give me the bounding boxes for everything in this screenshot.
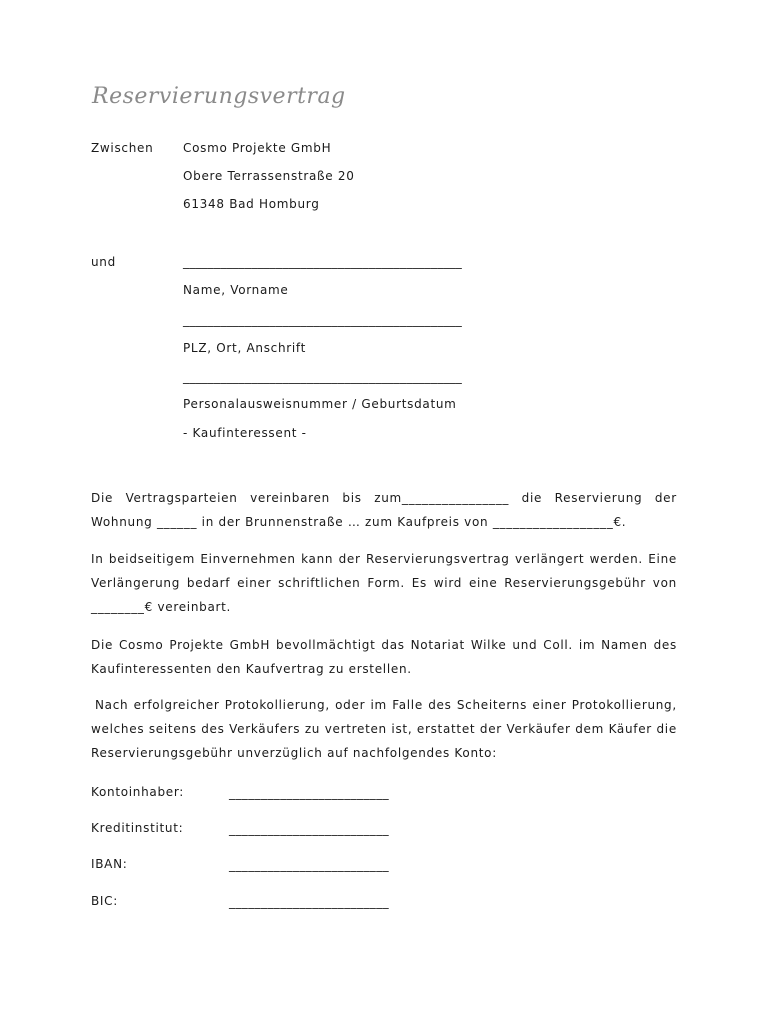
word: zu bbox=[304, 722, 321, 736]
party-b-label: und bbox=[91, 255, 116, 269]
word: im bbox=[370, 698, 387, 712]
word: eine bbox=[468, 576, 498, 590]
word: Nach bbox=[95, 698, 129, 712]
word: Reservierung bbox=[554, 491, 643, 505]
word: bevollmächtigt bbox=[275, 638, 376, 652]
party-b-address-caption: PLZ, Ort, Anschrift bbox=[183, 341, 307, 355]
word: seitens bbox=[148, 722, 197, 736]
word: Reservierungsgebühr bbox=[504, 576, 646, 590]
account-holder-blank[interactable]: _________________________ bbox=[229, 786, 389, 800]
word: erstattet bbox=[416, 722, 476, 736]
paragraph-line: Kaufinteressenten den Kaufvertrag zu erstellen. bbox=[91, 662, 412, 676]
word: wird bbox=[433, 576, 463, 590]
word: vereinbaren bbox=[250, 491, 330, 505]
word: vertreten bbox=[324, 722, 387, 736]
word: Protokollierung, bbox=[571, 698, 677, 712]
word: Die bbox=[91, 638, 114, 652]
word: Cosmo bbox=[118, 638, 164, 652]
word: welches bbox=[91, 722, 145, 736]
word: Form. bbox=[367, 576, 405, 590]
paragraph-line: Wohnung ______ in der Brunnenstraße … zum Kaufpreis von __________________€. bbox=[91, 515, 627, 529]
fee-blank-line[interactable]: ________€ vereinbart. bbox=[91, 600, 232, 614]
word: Wilke bbox=[470, 638, 507, 652]
word: Namen bbox=[601, 638, 648, 652]
party-a-city: 61348 Bad Homburg bbox=[183, 197, 320, 211]
paragraph-line bbox=[91, 637, 677, 653]
word: der bbox=[654, 491, 677, 505]
word: und bbox=[512, 638, 538, 652]
word: werden. bbox=[589, 552, 643, 566]
word: Notariat bbox=[410, 638, 465, 652]
word: einer bbox=[237, 576, 272, 590]
word: verlängert bbox=[514, 552, 585, 566]
bank-institution-label: Kreditinstitut: bbox=[91, 821, 184, 835]
word: im bbox=[578, 638, 596, 652]
party-a-label: Zwischen bbox=[91, 141, 154, 155]
date-blank[interactable]: zum________________ bbox=[374, 491, 510, 505]
word: Verkäufers bbox=[229, 722, 301, 736]
paragraph-reservation bbox=[91, 490, 677, 530]
word: GmbH bbox=[229, 638, 271, 652]
word: die bbox=[521, 491, 543, 505]
word: Reservierungsvertrag bbox=[365, 552, 510, 566]
account-holder-label: Kontoinhaber: bbox=[91, 785, 185, 799]
paragraph-line bbox=[91, 490, 677, 506]
iban-label: IBAN: bbox=[91, 857, 128, 871]
paragraph-extension bbox=[91, 551, 677, 615]
word: Projekte bbox=[169, 638, 224, 652]
word: kann bbox=[301, 552, 334, 566]
word: Protokollierung, bbox=[224, 698, 330, 712]
word: beidseitigem bbox=[108, 552, 195, 566]
document-title: Reservierungsvertrag bbox=[92, 84, 346, 109]
word: oder bbox=[335, 698, 366, 712]
word: der bbox=[338, 552, 361, 566]
word: schriftlichen bbox=[278, 576, 361, 590]
word: die bbox=[656, 722, 677, 736]
word: Verkäufer bbox=[506, 722, 571, 736]
iban-blank[interactable]: _________________________ bbox=[229, 858, 389, 872]
party-b-role: - Kaufinteressent - bbox=[183, 426, 307, 440]
word: bedarf bbox=[186, 576, 231, 590]
paragraph-line: Reservierungsgebühr unverzüglich auf nachfolgendes Konto: bbox=[91, 746, 497, 760]
word: des bbox=[428, 698, 452, 712]
word: des bbox=[201, 722, 225, 736]
party-b-address-blank[interactable]: _____________________________________________ bbox=[183, 313, 462, 327]
party-b-name-caption: Name, Vorname bbox=[183, 283, 289, 297]
paragraph-line bbox=[91, 575, 677, 591]
word: bis bbox=[342, 491, 362, 505]
word: Falle bbox=[392, 698, 423, 712]
word: ist, bbox=[391, 722, 413, 736]
party-b-id-caption: Personalausweisnummer / Geburtsdatum bbox=[183, 397, 457, 411]
paragraph-line bbox=[91, 697, 677, 713]
word: Scheiterns bbox=[456, 698, 528, 712]
word: einer bbox=[532, 698, 567, 712]
paragraph-notary bbox=[91, 637, 677, 677]
word: Käufer bbox=[608, 722, 652, 736]
bic-blank[interactable]: _________________________ bbox=[229, 895, 389, 909]
word: dem bbox=[575, 722, 604, 736]
party-a-street: Obere Terrassenstraße 20 bbox=[183, 169, 355, 183]
paragraph-refund bbox=[91, 697, 677, 761]
bank-institution-blank[interactable]: _________________________ bbox=[229, 822, 389, 836]
word: von bbox=[652, 576, 677, 590]
word: Verlängerung bbox=[91, 576, 181, 590]
party-b-id-blank[interactable]: _____________________________________________ bbox=[183, 370, 462, 384]
bic-label: BIC: bbox=[91, 894, 118, 908]
word: Einvernehmen bbox=[200, 552, 296, 566]
word: Vertragsparteien bbox=[125, 491, 238, 505]
word: Eine bbox=[648, 552, 677, 566]
word: des bbox=[653, 638, 677, 652]
word: Die bbox=[91, 491, 114, 505]
party-b-name-blank[interactable]: _____________________________________________ bbox=[183, 255, 462, 269]
paragraph-line bbox=[91, 551, 677, 567]
word: Es bbox=[411, 576, 427, 590]
word: das bbox=[381, 638, 405, 652]
word: der bbox=[479, 722, 502, 736]
word: In bbox=[91, 552, 104, 566]
party-a-name: Cosmo Projekte GmbH bbox=[183, 141, 332, 155]
paragraph-line bbox=[91, 721, 677, 737]
word: erfolgreicher bbox=[133, 698, 220, 712]
word: Coll. bbox=[543, 638, 573, 652]
